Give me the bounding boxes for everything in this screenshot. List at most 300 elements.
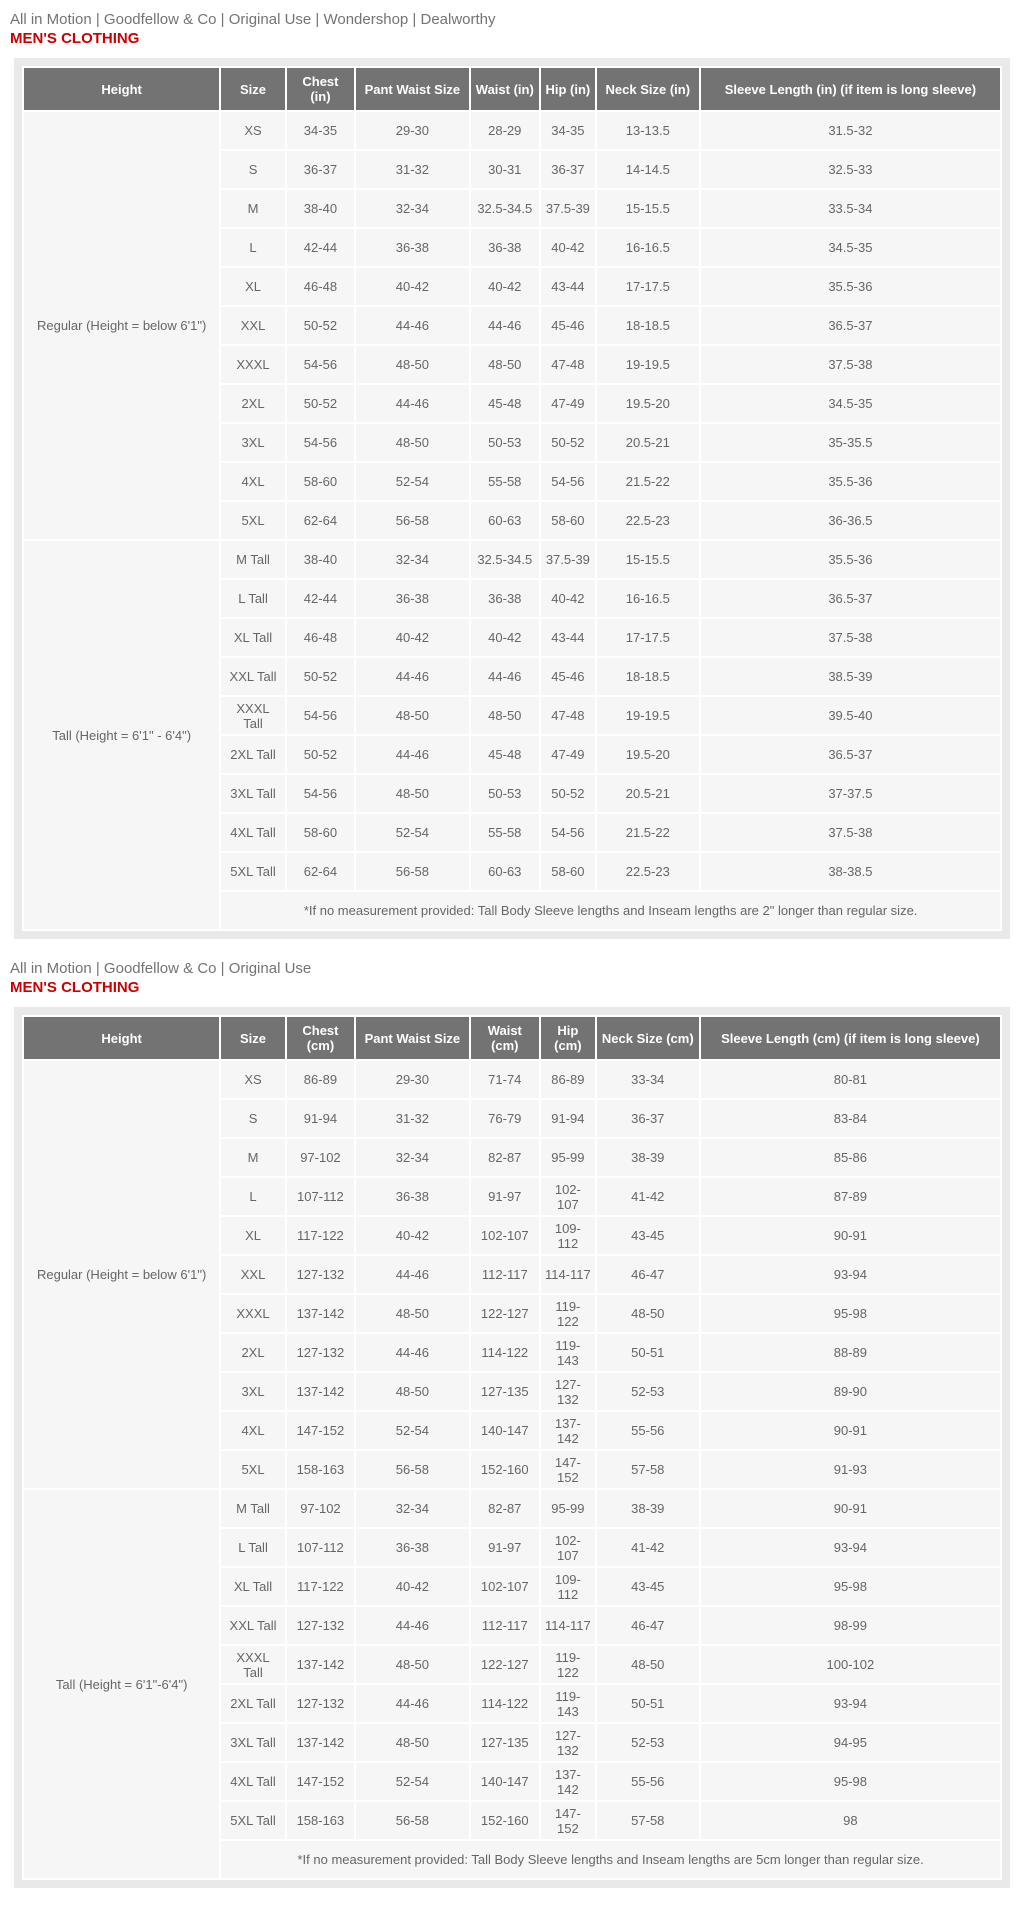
measurement-cell: 43-45 xyxy=(597,1568,699,1605)
measurement-cell: 43-45 xyxy=(597,1217,699,1254)
measurement-cell: 117-122 xyxy=(287,1217,354,1254)
height-group-label: Regular (Height = below 6'1") xyxy=(24,112,219,539)
measurement-cell: 47-49 xyxy=(541,385,595,422)
measurement-cell: 152-160 xyxy=(471,1802,539,1839)
measurement-cell: 50-52 xyxy=(541,424,595,461)
measurement-cell: 80-81 xyxy=(701,1061,1000,1098)
measurement-cell: 36.5-37 xyxy=(701,307,1000,344)
measurement-cell: 52-54 xyxy=(356,1412,469,1449)
column-header-neck-size-in: Neck Size (in) xyxy=(597,68,699,110)
measurement-cell: 119-122 xyxy=(541,1295,595,1332)
measurement-cell: 54-56 xyxy=(287,424,354,461)
measurement-cell: 37.5-38 xyxy=(701,346,1000,383)
size-cell: L xyxy=(221,1178,284,1215)
measurement-cell: 45-46 xyxy=(541,307,595,344)
measurement-cell: 97-102 xyxy=(287,1490,354,1527)
measurement-cell: 41-42 xyxy=(597,1529,699,1566)
measurement-cell: 54-56 xyxy=(287,697,354,734)
size-cell: 2XL Tall xyxy=(221,736,284,773)
measurement-cell: 47-48 xyxy=(541,697,595,734)
measurement-cell: 95-98 xyxy=(701,1568,1000,1605)
measurement-cell: 32-34 xyxy=(356,1139,469,1176)
column-header-hip-cm: Hip (cm) xyxy=(541,1017,595,1059)
size-cell: 2XL xyxy=(221,385,284,422)
measurement-cell: 31-32 xyxy=(356,151,469,188)
measurement-cell: 31-32 xyxy=(356,1100,469,1137)
measurement-cell: 31.5-32 xyxy=(701,112,1000,149)
measurement-cell: 152-160 xyxy=(471,1451,539,1488)
measurement-cell: 50-51 xyxy=(597,1685,699,1722)
category-title: MEN'S CLOTHING xyxy=(10,30,140,47)
size-cell: 4XL Tall xyxy=(221,814,284,851)
size-cell: XXL xyxy=(221,1256,284,1293)
measurement-cell: 48-50 xyxy=(356,1724,469,1761)
measurement-cell: 95-99 xyxy=(541,1139,595,1176)
measurement-cell: 60-63 xyxy=(471,853,539,890)
size-cell: 4XL Tall xyxy=(221,1763,284,1800)
measurement-cell: 127-135 xyxy=(471,1373,539,1410)
table-row xyxy=(24,112,1000,149)
measurement-cell: 52-54 xyxy=(356,814,469,851)
measurement-cell: 119-143 xyxy=(541,1685,595,1722)
measurement-cell: 147-152 xyxy=(287,1763,354,1800)
measurement-cell: 46-47 xyxy=(597,1256,699,1293)
footnote: *If no measurement provided: Tall Body Sleeve lengths and Inseam lengths are 5cm longer than regular size. xyxy=(221,1841,1000,1878)
column-header-sleeve-length-cm-if-item-is-long-sleeve: Sleeve Length (cm) (if item is long sleeve) xyxy=(701,1017,1000,1059)
measurement-cell: 48-50 xyxy=(356,346,469,383)
measurement-cell: 48-50 xyxy=(356,775,469,812)
size-cell: S xyxy=(221,1100,284,1137)
measurement-cell: 29-30 xyxy=(356,112,469,149)
measurement-cell: 32.5-34.5 xyxy=(471,190,539,227)
measurement-cell: 21.5-22 xyxy=(597,463,699,500)
measurement-cell: 16-16.5 xyxy=(597,229,699,266)
measurement-cell: 82-87 xyxy=(471,1139,539,1176)
measurement-cell: 100-102 xyxy=(701,1646,1000,1683)
measurement-cell: 42-44 xyxy=(287,580,354,617)
measurement-cell: 147-152 xyxy=(287,1412,354,1449)
measurement-cell: 48-50 xyxy=(356,1295,469,1332)
measurement-cell: 36-37 xyxy=(541,151,595,188)
column-header-row xyxy=(24,1017,1000,1059)
measurement-cell: 127-135 xyxy=(471,1724,539,1761)
measurement-cell: 112-117 xyxy=(471,1607,539,1644)
measurement-cell: 16-16.5 xyxy=(597,580,699,617)
measurement-cell: 62-64 xyxy=(287,853,354,890)
size-cell: M xyxy=(221,1139,284,1176)
category-title: MEN'S CLOTHING xyxy=(10,979,140,996)
measurement-cell: 137-142 xyxy=(287,1724,354,1761)
measurement-cell: 52-54 xyxy=(356,463,469,500)
measurement-cell: 55-56 xyxy=(597,1412,699,1449)
measurement-cell: 19.5-20 xyxy=(597,736,699,773)
measurement-cell: 52-53 xyxy=(597,1724,699,1761)
measurement-cell: 55-56 xyxy=(597,1763,699,1800)
column-header-chest-in: Chest (in) xyxy=(287,68,354,110)
measurement-cell: 46-47 xyxy=(597,1607,699,1644)
measurement-cell: 45-46 xyxy=(541,658,595,695)
size-cell: 5XL Tall xyxy=(221,853,284,890)
measurement-cell: 40-42 xyxy=(356,1217,469,1254)
size-chart-table-inches xyxy=(22,66,1002,931)
measurement-cell: 58-60 xyxy=(287,814,354,851)
chart-header-cm xyxy=(0,957,1024,1001)
size-cell: XL xyxy=(221,268,284,305)
measurement-cell: 122-127 xyxy=(471,1646,539,1683)
measurement-cell: 91-93 xyxy=(701,1451,1000,1488)
measurement-cell: 112-117 xyxy=(471,1256,539,1293)
measurement-cell: 48-50 xyxy=(597,1646,699,1683)
size-cell: 3XL xyxy=(221,1373,284,1410)
measurement-cell: 48-50 xyxy=(356,1646,469,1683)
size-cell: 5XL Tall xyxy=(221,1802,284,1839)
measurement-cell: 47-48 xyxy=(541,346,595,383)
measurement-cell: 137-142 xyxy=(541,1412,595,1449)
column-header-size: Size xyxy=(221,1017,284,1059)
measurement-cell: 95-98 xyxy=(701,1763,1000,1800)
measurement-cell: 93-94 xyxy=(701,1685,1000,1722)
measurement-cell: 44-46 xyxy=(356,307,469,344)
height-group-label: Regular (Height = below 6'1") xyxy=(24,1061,219,1488)
measurement-cell: 54-56 xyxy=(541,814,595,851)
size-cell: M Tall xyxy=(221,541,284,578)
measurement-cell: 20.5-21 xyxy=(597,775,699,812)
measurement-cell: 56-58 xyxy=(356,1451,469,1488)
measurement-cell: 38-40 xyxy=(287,190,354,227)
measurement-cell: 89-90 xyxy=(701,1373,1000,1410)
measurement-cell: 38.5-39 xyxy=(701,658,1000,695)
measurement-cell: 40-42 xyxy=(541,229,595,266)
brands-line: All in Motion | Goodfellow & Co | Original Use | Wondershop | Dealworthy xyxy=(10,11,496,28)
measurement-cell: 48-50 xyxy=(597,1295,699,1332)
column-header-hip-in: Hip (in) xyxy=(541,68,595,110)
measurement-cell: 38-39 xyxy=(597,1139,699,1176)
measurement-cell: 60-63 xyxy=(471,502,539,539)
size-cell: L xyxy=(221,229,284,266)
size-chart-frame-cm xyxy=(14,1007,1010,1888)
measurement-cell: 58-60 xyxy=(541,502,595,539)
measurement-cell: 21.5-22 xyxy=(597,814,699,851)
measurement-cell: 52-53 xyxy=(597,1373,699,1410)
size-cell: 5XL xyxy=(221,1451,284,1488)
size-chart-frame-inches xyxy=(14,58,1010,939)
measurement-cell: 34-35 xyxy=(541,112,595,149)
size-cell: 2XL Tall xyxy=(221,1685,284,1722)
size-chart-section-cm xyxy=(0,957,1024,1888)
measurement-cell: 56-58 xyxy=(356,853,469,890)
measurement-cell: 86-89 xyxy=(541,1061,595,1098)
measurement-cell: 137-142 xyxy=(287,1646,354,1683)
measurement-cell: 94-95 xyxy=(701,1724,1000,1761)
measurement-cell: 76-79 xyxy=(471,1100,539,1137)
measurement-cell: 62-64 xyxy=(287,502,354,539)
measurement-cell: 86-89 xyxy=(287,1061,354,1098)
measurement-cell: 137-142 xyxy=(287,1373,354,1410)
measurement-cell: 47-49 xyxy=(541,736,595,773)
measurement-cell: 28-29 xyxy=(471,112,539,149)
measurement-cell: 48-50 xyxy=(356,697,469,734)
measurement-cell: 85-86 xyxy=(701,1139,1000,1176)
measurement-cell: 36.5-37 xyxy=(701,736,1000,773)
size-cell: XXL xyxy=(221,307,284,344)
measurement-cell: 56-58 xyxy=(356,1802,469,1839)
size-chart-section-inches xyxy=(0,8,1024,939)
measurement-cell: 137-142 xyxy=(541,1763,595,1800)
measurement-cell: 50-51 xyxy=(597,1334,699,1371)
measurement-cell: 33-34 xyxy=(597,1061,699,1098)
measurement-cell: 90-91 xyxy=(701,1490,1000,1527)
measurement-cell: 42-44 xyxy=(287,229,354,266)
measurement-cell: 18-18.5 xyxy=(597,307,699,344)
measurement-cell: 158-163 xyxy=(287,1451,354,1488)
size-cell: 5XL xyxy=(221,502,284,539)
measurement-cell: 37.5-38 xyxy=(701,619,1000,656)
measurement-cell: 37-37.5 xyxy=(701,775,1000,812)
measurement-cell: 35.5-36 xyxy=(701,268,1000,305)
measurement-cell: 50-52 xyxy=(287,385,354,422)
measurement-cell: 38-39 xyxy=(597,1490,699,1527)
measurement-cell: 36-38 xyxy=(471,580,539,617)
brands-line: All in Motion | Goodfellow & Co | Original Use xyxy=(10,960,312,977)
column-header-row xyxy=(24,68,1000,110)
measurement-cell: 18-18.5 xyxy=(597,658,699,695)
measurement-cell: 19-19.5 xyxy=(597,346,699,383)
measurement-cell: 32.5-33 xyxy=(701,151,1000,188)
measurement-cell: 147-152 xyxy=(541,1802,595,1839)
size-cell: M xyxy=(221,190,284,227)
measurement-cell: 127-132 xyxy=(287,1607,354,1644)
measurement-cell: 58-60 xyxy=(541,853,595,890)
measurement-cell: 36-37 xyxy=(287,151,354,188)
column-header-height: Height xyxy=(24,1017,219,1059)
measurement-cell: 119-122 xyxy=(541,1646,595,1683)
measurement-cell: 137-142 xyxy=(287,1295,354,1332)
measurement-cell: 54-56 xyxy=(541,463,595,500)
size-chart-table-cm xyxy=(22,1015,1002,1880)
size-cell: 3XL xyxy=(221,424,284,461)
measurement-cell: 48-50 xyxy=(356,1373,469,1410)
measurement-cell: 127-132 xyxy=(287,1334,354,1371)
measurement-cell: 22.5-23 xyxy=(597,853,699,890)
column-header-pant-waist-size: Pant Waist Size xyxy=(356,1017,469,1059)
measurement-cell: 44-46 xyxy=(356,1256,469,1293)
measurement-cell: 15-15.5 xyxy=(597,190,699,227)
measurement-cell: 44-46 xyxy=(356,385,469,422)
measurement-cell: 35-35.5 xyxy=(701,424,1000,461)
measurement-cell: 32.5-34.5 xyxy=(471,541,539,578)
measurement-cell: 44-46 xyxy=(356,736,469,773)
measurement-cell: 114-117 xyxy=(541,1256,595,1293)
column-header-chest-cm: Chest (cm) xyxy=(287,1017,354,1059)
measurement-cell: 33.5-34 xyxy=(701,190,1000,227)
measurement-cell: 140-147 xyxy=(471,1412,539,1449)
measurement-cell: 36-38 xyxy=(356,580,469,617)
measurement-cell: 40-42 xyxy=(356,619,469,656)
size-cell: XL Tall xyxy=(221,1568,284,1605)
size-cell: S xyxy=(221,151,284,188)
size-cell: L Tall xyxy=(221,580,284,617)
measurement-cell: 127-132 xyxy=(541,1724,595,1761)
measurement-cell: 50-52 xyxy=(287,307,354,344)
measurement-cell: 91-94 xyxy=(287,1100,354,1137)
measurement-cell: 40-42 xyxy=(541,580,595,617)
measurement-cell: 44-46 xyxy=(356,1685,469,1722)
measurement-cell: 40-42 xyxy=(471,619,539,656)
size-cell: 3XL Tall xyxy=(221,1724,284,1761)
measurement-cell: 44-46 xyxy=(356,1334,469,1371)
measurement-cell: 44-46 xyxy=(471,658,539,695)
measurement-cell: 37.5-38 xyxy=(701,814,1000,851)
size-cell: XS xyxy=(221,1061,284,1098)
size-cell: XXL Tall xyxy=(221,1607,284,1644)
measurement-cell: 87-89 xyxy=(701,1178,1000,1215)
measurement-cell: 54-56 xyxy=(287,775,354,812)
measurement-cell: 32-34 xyxy=(356,190,469,227)
measurement-cell: 13-13.5 xyxy=(597,112,699,149)
measurement-cell: 50-52 xyxy=(287,658,354,695)
measurement-cell: 102-107 xyxy=(471,1217,539,1254)
measurement-cell: 37.5-39 xyxy=(541,190,595,227)
measurement-cell: 19-19.5 xyxy=(597,697,699,734)
measurement-cell: 46-48 xyxy=(287,619,354,656)
measurement-cell: 93-94 xyxy=(701,1529,1000,1566)
size-cell: XXXL Tall xyxy=(221,1646,284,1683)
column-header-size: Size xyxy=(221,68,284,110)
measurement-cell: 29-30 xyxy=(356,1061,469,1098)
measurement-cell: 36.5-37 xyxy=(701,580,1000,617)
measurement-cell: 102-107 xyxy=(471,1568,539,1605)
measurement-cell: 127-132 xyxy=(287,1685,354,1722)
table-row xyxy=(24,1061,1000,1098)
chart-header-inches xyxy=(0,8,1024,52)
measurement-cell: 36-38 xyxy=(471,229,539,266)
size-cell: 4XL xyxy=(221,463,284,500)
measurement-cell: 71-74 xyxy=(471,1061,539,1098)
table-row xyxy=(24,1490,1000,1527)
measurement-cell: 48-50 xyxy=(471,346,539,383)
measurement-cell: 147-152 xyxy=(541,1451,595,1488)
measurement-cell: 40-42 xyxy=(471,268,539,305)
measurement-cell: 22.5-23 xyxy=(597,502,699,539)
measurement-cell: 107-112 xyxy=(287,1529,354,1566)
measurement-cell: 88-89 xyxy=(701,1334,1000,1371)
measurement-cell: 82-87 xyxy=(471,1490,539,1527)
measurement-cell: 37.5-39 xyxy=(541,541,595,578)
measurement-cell: 109-112 xyxy=(541,1568,595,1605)
measurement-cell: 48-50 xyxy=(356,424,469,461)
measurement-cell: 45-48 xyxy=(471,385,539,422)
measurement-cell: 93-94 xyxy=(701,1256,1000,1293)
measurement-cell: 19.5-20 xyxy=(597,385,699,422)
measurement-cell: 98-99 xyxy=(701,1607,1000,1644)
measurement-cell: 43-44 xyxy=(541,268,595,305)
measurement-cell: 102-107 xyxy=(541,1529,595,1566)
measurement-cell: 107-112 xyxy=(287,1178,354,1215)
measurement-cell: 39.5-40 xyxy=(701,697,1000,734)
height-group-label: Tall (Height = 6'1" - 6'4") xyxy=(24,541,219,929)
measurement-cell: 102-107 xyxy=(541,1178,595,1215)
measurement-cell: 90-91 xyxy=(701,1412,1000,1449)
size-cell: M Tall xyxy=(221,1490,284,1527)
measurement-cell: 54-56 xyxy=(287,346,354,383)
column-header-waist-in: Waist (in) xyxy=(471,68,539,110)
measurement-cell: 41-42 xyxy=(597,1178,699,1215)
measurement-cell: 122-127 xyxy=(471,1295,539,1332)
measurement-cell: 114-117 xyxy=(541,1607,595,1644)
size-cell: 2XL xyxy=(221,1334,284,1371)
size-cell: 4XL xyxy=(221,1412,284,1449)
measurement-cell: 35.5-36 xyxy=(701,463,1000,500)
measurement-cell: 36-36.5 xyxy=(701,502,1000,539)
measurement-cell: 43-44 xyxy=(541,619,595,656)
measurement-cell: 50-53 xyxy=(471,424,539,461)
size-cell: 3XL Tall xyxy=(221,775,284,812)
measurement-cell: 44-46 xyxy=(471,307,539,344)
measurement-cell: 58-60 xyxy=(287,463,354,500)
measurement-cell: 50-52 xyxy=(287,736,354,773)
measurement-cell: 32-34 xyxy=(356,541,469,578)
measurement-cell: 45-48 xyxy=(471,736,539,773)
column-header-waist-cm: Waist (cm) xyxy=(471,1017,539,1059)
height-group-label: Tall (Height = 6'1"-6'4") xyxy=(24,1490,219,1878)
measurement-cell: 117-122 xyxy=(287,1568,354,1605)
size-cell: XXXL xyxy=(221,1295,284,1332)
size-cell: XL xyxy=(221,1217,284,1254)
measurement-cell: 90-91 xyxy=(701,1217,1000,1254)
measurement-cell: 140-147 xyxy=(471,1763,539,1800)
measurement-cell: 34.5-35 xyxy=(701,229,1000,266)
measurement-cell: 38-38.5 xyxy=(701,853,1000,890)
measurement-cell: 91-94 xyxy=(541,1100,595,1137)
measurement-cell: 56-58 xyxy=(356,502,469,539)
measurement-cell: 50-53 xyxy=(471,775,539,812)
column-header-sleeve-length-in-if-item-is-long-sleeve: Sleeve Length (in) (if item is long sleeve) xyxy=(701,68,1000,110)
measurement-cell: 114-122 xyxy=(471,1334,539,1371)
size-cell: L Tall xyxy=(221,1529,284,1566)
measurement-cell: 158-163 xyxy=(287,1802,354,1839)
measurement-cell: 127-132 xyxy=(541,1373,595,1410)
size-cell: XL Tall xyxy=(221,619,284,656)
measurement-cell: 109-112 xyxy=(541,1217,595,1254)
measurement-cell: 40-42 xyxy=(356,1568,469,1605)
measurement-cell: 119-143 xyxy=(541,1334,595,1371)
measurement-cell: 55-58 xyxy=(471,814,539,851)
size-cell: XXL Tall xyxy=(221,658,284,695)
measurement-cell: 14-14.5 xyxy=(597,151,699,188)
measurement-cell: 38-40 xyxy=(287,541,354,578)
measurement-cell: 17-17.5 xyxy=(597,268,699,305)
measurement-cell: 20.5-21 xyxy=(597,424,699,461)
measurement-cell: 91-97 xyxy=(471,1529,539,1566)
measurement-cell: 52-54 xyxy=(356,1763,469,1800)
measurement-cell: 36-38 xyxy=(356,1178,469,1215)
measurement-cell: 40-42 xyxy=(356,268,469,305)
measurement-cell: 35.5-36 xyxy=(701,541,1000,578)
measurement-cell: 127-132 xyxy=(287,1256,354,1293)
column-header-neck-size-cm: Neck Size (cm) xyxy=(597,1017,699,1059)
measurement-cell: 97-102 xyxy=(287,1139,354,1176)
measurement-cell: 83-84 xyxy=(701,1100,1000,1137)
measurement-cell: 17-17.5 xyxy=(597,619,699,656)
table-row xyxy=(24,541,1000,578)
measurement-cell: 95-98 xyxy=(701,1295,1000,1332)
measurement-cell: 57-58 xyxy=(597,1802,699,1839)
measurement-cell: 95-99 xyxy=(541,1490,595,1527)
measurement-cell: 57-58 xyxy=(597,1451,699,1488)
measurement-cell: 30-31 xyxy=(471,151,539,188)
measurement-cell: 44-46 xyxy=(356,658,469,695)
measurement-cell: 98 xyxy=(701,1802,1000,1839)
